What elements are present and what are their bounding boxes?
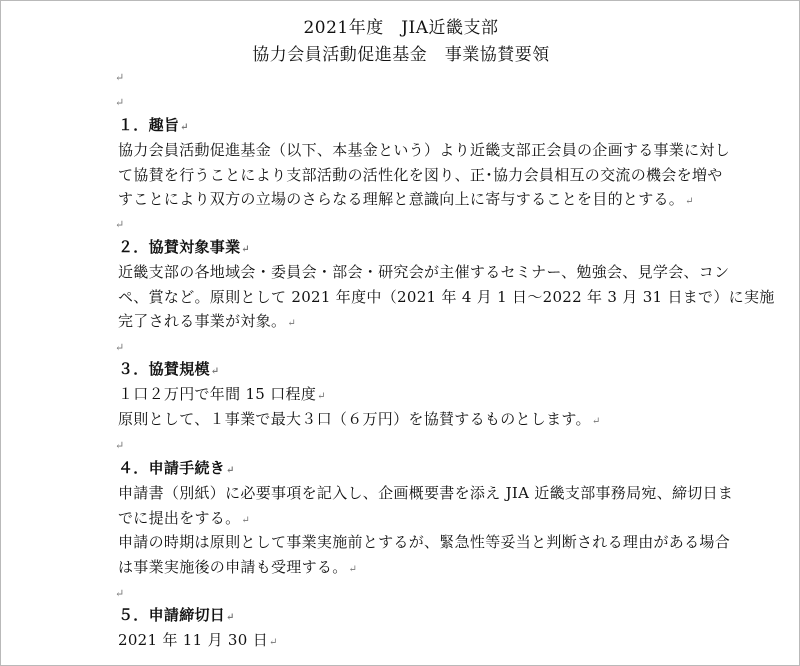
empty-paragraph-mark: ↵ [115, 587, 125, 600]
empty-paragraph-mark: ↵ [115, 341, 125, 354]
section-1-heading: １．趣旨↵ [118, 116, 189, 134]
empty-paragraph-mark: ↵ [115, 439, 125, 452]
section-4-line-4: は事業実施後の申請も受理する。↵ [118, 558, 358, 576]
section-4-line-2: でに提出をする。↵ [118, 509, 251, 527]
section-3-line-1: １口２万円で年間 15 口程度↵ [118, 385, 326, 403]
section-3-heading: ３．協賛規模↵ [118, 360, 220, 378]
section-2-line-1: 近畿支部の各地域会・委員会・部会・研究会が主催するセミナー、勉強会、見学会、コン [118, 263, 730, 281]
section-2-line-2: ペ、賞など。原則として 2021 年度中（2021 年 4 月 1 日～2022 年 3 月 31 日まで）に実施 [118, 288, 775, 306]
empty-paragraph-mark: ↵ [115, 218, 125, 231]
section-2-heading: ２．協賛対象事業↵ [118, 238, 251, 256]
section-4-heading: ４．申請手続き↵ [118, 459, 235, 477]
section-2-line-3: 完了される事業が対象。↵ [118, 312, 296, 330]
section-5-heading: ５．申請締切日↵ [118, 606, 235, 624]
document-title-line1: 2021年度 JIA近畿支部 [303, 18, 499, 38]
section-1-line-3: すことにより双方の立場のさらなる理解と意識向上に寄与することを目的とする。↵ [118, 190, 694, 208]
section-5-line-1: 2021 年 11 月 30 日↵ [118, 631, 278, 649]
section-3-line-2: 原則として、１事業で最大３口（６万円）を協賛するものとします。↵ [118, 410, 601, 428]
empty-paragraph-mark: ↵ [115, 96, 125, 109]
section-1-line-1: 協力会員活動促進基金（以下、本基金という）より近畿支部正会員の企画する事業に対し [118, 141, 731, 159]
section-4-line-1: 申請書（別紙）に必要事項を記入し、企画概要書を添え JIA 近畿支部事務局宛、締切日ま [118, 484, 734, 502]
section-1-line-2: て協賛を行うことにより支部活動の活性化を図り、正･協力会員相互の交流の機会を増や [118, 166, 723, 184]
empty-paragraph-mark: ↵ [115, 71, 125, 84]
section-4-line-3: 申請の時期は原則として事業実施前とするが、緊急性等妥当と判断される理由がある場合 [118, 533, 731, 551]
document-title-line2: 協力会員活動促進基金 事業協賛要領 [252, 45, 550, 65]
